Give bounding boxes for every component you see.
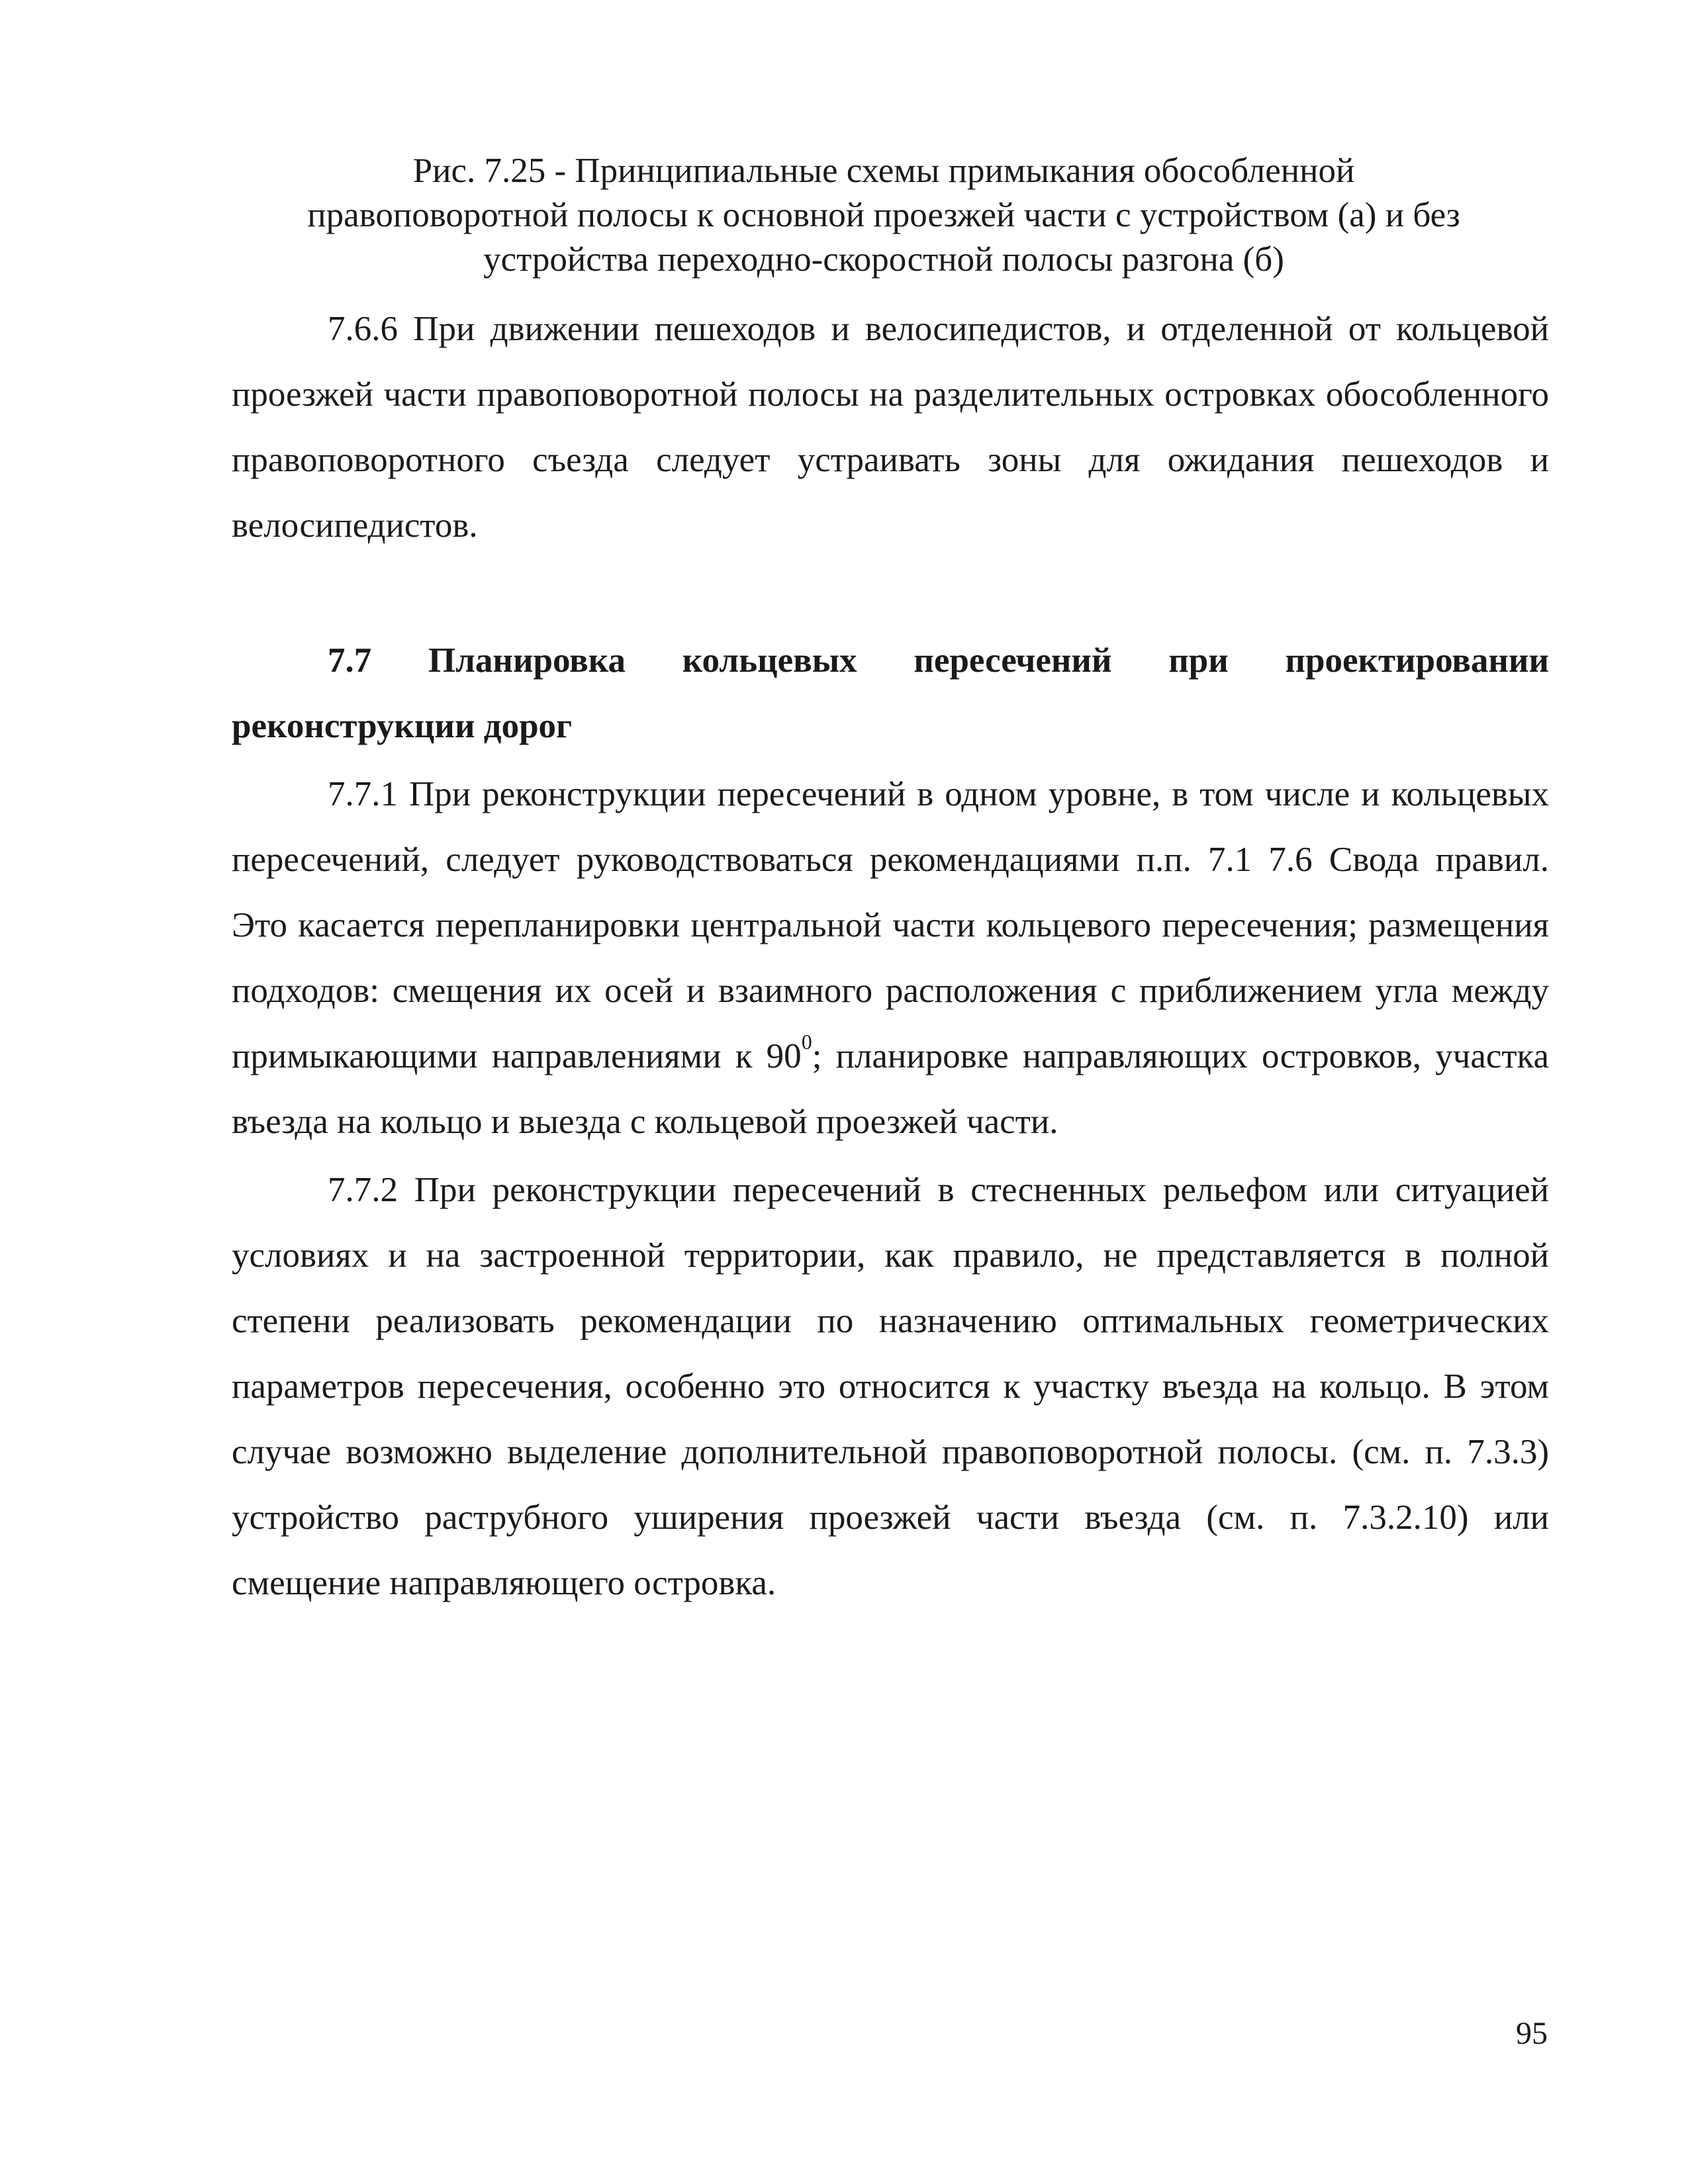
paragraph-7-7-2: 7.7.2 При реконструкции пересечений в стесненных рельефом или ситуацией условиях и на застроенной территории, как правило, не представляется в полной степени реализовать рекомендации по назначению оптимальных геометрических параметров пересечения, особенно это относится к участку въезда на кольцо. В этом случае возможно выделение дополнительной правоповоротной полосы. (см. п. 7.3.3) устройство раструбного уширения проезжей части въезда (см. п. 7.3.2.10) или смещение направляющего островка. — [232, 1171, 1549, 1602]
paragraph-7-7-1-text-end: ; планировке направляющих островков, участка въезда на кольцо и выезда с кольцевой проезжей части. — [232, 1037, 1550, 1141]
section-heading-7-7: 7.7 Планировка кольцевых пересечений при проектировании реконструкции дорог — [232, 641, 1549, 745]
paragraph-7-6-6: 7.6.6 При движении пешеходов и велосипедистов, и отделенной от кольцевой проезжей части правоповоротной полосы на разделительных островках обособленного правоповоротного съезда следует устраивать зоны для ожидания пешеходов и велосипедистов. — [232, 310, 1549, 545]
paragraph-7-7-1-text: 7.7.1 При реконструкции пересечений в одном уровне, в том числе и кольцевых пересечений, следует руководствоваться рекомендациями п.п. 7.1 7.6 Свода правил. Это касается перепланировки центральной части кольцевого пересечения; размещения подходов: смещения их осей и взаимного расположения с приближением угла между примыкающими направлениями к 90 — [232, 775, 1549, 1075]
page-number: 95 — [1516, 2016, 1548, 2051]
figure-caption — [232, 149, 1536, 282]
page-content — [232, 149, 1549, 1616]
paragraph-7-7-1 — [232, 762, 1549, 1155]
degree-superscript: 0 — [801, 1030, 812, 1054]
figure-caption-line-3: устройства переходно-скоростной полосы разгона (б) — [483, 240, 1284, 279]
figure-caption-line-2: правоповоротной полосы к основной проезжей части с устройством (а) и без — [307, 196, 1460, 234]
figure-caption-line-1: Рис. 7.25 - Принципиальные схемы примыкания обособленной — [412, 152, 1355, 190]
